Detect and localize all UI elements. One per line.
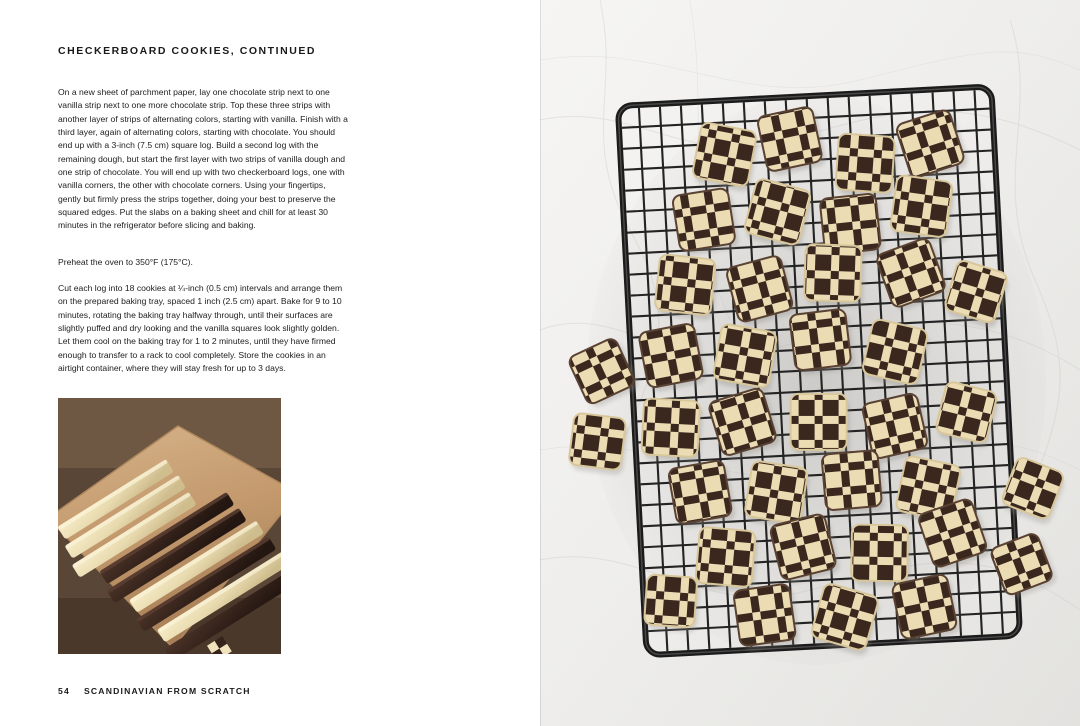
folio-title: SCANDINAVIAN FROM SCRATCH	[83, 686, 251, 696]
folio	[58, 686, 251, 696]
body-paragraph-3: Cut each log into 18 cookies at ¼-inch (0.5 cm) intervals and arrange them on the prepared baking tray, spaced 1 inch (2.5 cm) apart. Bake for 9 to 10 minutes, rotating the baking tray halfway through, until their surfaces are slightly puffed and dry looking and the vanilla squares look slightly golden. Let them cool on the baking tray for 1 to 2 minutes, until they have firmed enough to transfer to a rack to cool completely. Store the cookies in an airtight container, where they will stay fresh for up to 3 days.	[58, 283, 343, 374]
body-paragraph-2: Preheat the oven to 350°F (175°C).	[58, 257, 193, 267]
folio-number: 54	[58, 686, 70, 696]
page-gutter-divider	[540, 0, 541, 726]
running-head: CHECKERBOARD COOKIES, CONTINUED	[58, 45, 317, 57]
checkerboard-cookies-on-cooling-rack-photo	[540, 0, 1080, 726]
striped-dough-logs-photo	[58, 398, 281, 654]
body-paragraph-1: On a new sheet of parchment paper, lay one chocolate strip next to one vanilla strip next to one more chocolate strip. Top these three strips with another layer of strips of alternating colors, starting with vanilla. Finish with a third layer, again of alternating colors, starting with chocolate. You should end up with a 3-inch (7.5 cm) square log. Build a second log with the remaining dough, but start the first layer with two strips of vanilla dough and one strip of chocolate. You will end up with two checkerboard logs, one with vanilla corners, the other with chocolate corners. Using your fingertips, gently but firmly press the strips together, doing your best to preserve the squared edges. Put the slabs on a baking sheet and chill for at least 30 minutes in the refrigerator before slicing and baking.	[58, 87, 348, 231]
